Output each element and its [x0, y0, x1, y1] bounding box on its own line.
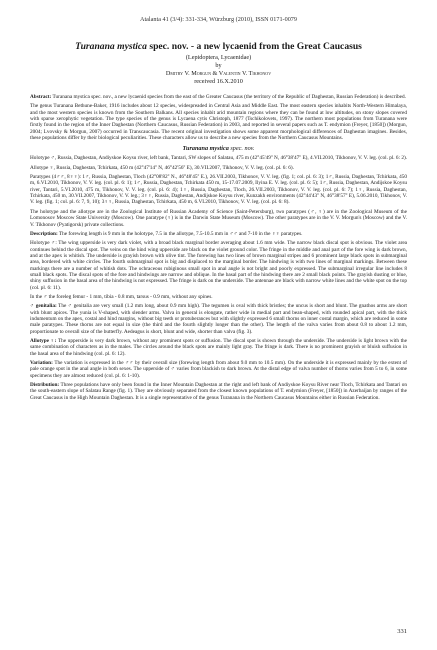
title-tail: spec. nov. - a new lycaenid from the Great Caucasus	[146, 41, 362, 52]
allotype-paragraph: Allotype ♀, Russia, Daghestan, Tchirkata, 450 m (42°47'14'' N, 46°42'56'' E), 30.VII.2007, Tikhonov, V. V. leg. (col. pl. 6: 6).	[30, 164, 294, 171]
allotype-lead: Allotype ♀:	[30, 338, 57, 344]
abstract-text: Turanana mystica spec. nov., a new lycaenid species from the east of the Greater Caucasus (the territory of the Republic of Daghestan, Russian Federation) is described.	[51, 94, 406, 100]
distribution-paragraph	[30, 382, 407, 401]
species-heading-suffix: spec. nov.	[228, 145, 255, 153]
distribution-lead: Distribution:	[30, 382, 60, 389]
species-heading-name: Turanana mystica	[182, 145, 229, 153]
page-number: 331	[397, 628, 407, 635]
description-paragraph	[30, 231, 407, 237]
description-text-1: The forewing length is 9 mm in the holotype, 7.5 in the allotype, 7.5-10.5 mm in ♂♂ and 7-10 in the ♀♀ paratypes.	[57, 230, 303, 237]
taxon-line: (Lepidoptera, Lycaenidae)	[185, 54, 252, 61]
variation-lead: Variation:	[30, 360, 53, 367]
authors: Dmitry V. Morgun & Valentin V. Tikhonov	[165, 70, 272, 77]
holotype-paragraph: Holotype ♂, Russia, Daghestan, Andiyskoe Koysu river, left bank, Tantari, SW slopes of Salatau, 475 m (42°45'49'' N, 46°38'47'' E), 4.VII.2010, Tikhonov, V. V. leg. (col. pl. 6: 2).	[30, 155, 408, 162]
title-species: Turanana mystica	[75, 41, 147, 52]
received-date: received 16.X.2010	[194, 78, 243, 85]
variation-paragraph	[30, 360, 407, 379]
holotype-description: Holotype ♂: The wing upperside is very dark violet, with a broad black marginal border averaging about 1.6 mm wide. The narrow black discal spot is obvious. The violet area continues behind the discal spot. The veins on the hind wing upperside are black on the violet ground color. The fringe in the middle and anal part of the fore wing is dark brown, and at the apex is whitish. The underside is grayish brown with olive tint. The forewing has two lines of brown marginal stripes and 6 prominent large black spots in submarginal area, bordered with white circles. The fourth submarginal spot is big and displaced to the marginal border. The hindwing is with two lines of marginal markings. Between these markings there are a number of whitish dots. The ochraceous rubiginous small spot in anal angle is not bright and poorly expressed. The submarginal irregular line includes 8 small black spots. The discal spots of the fore and hindwings are narrow and oblique. In the basal part of the hindwing there are 2 small black points. The grayish dusting or blue, shiny suffusion in the basal area of the hindwing is not expressed. The fringe is dark on the underside. The antennae are black with narrow white lines and the white spot on the top (col. pl. 6: 11).	[30, 240, 407, 291]
abstract-lead: Abstract:	[30, 94, 52, 100]
species-heading	[30, 145, 407, 152]
article-title	[30, 41, 407, 52]
deposit-paragraph: The holotype and the allotype are in the Zoological Institute of Russian Academy of Science (Saint-Petersburg), two paratypes (♂, ♀) are in the Zoological Museum of the Lomonosov Moscow State University (Moscow). One paratype (♀) is in the Darwin State Museum (Moscow). The other paratypes are in the V. V. Morgun's (Moscow) and the V. V. Tikhonov (Pyatigorsk) private collections.	[30, 208, 407, 228]
genitalia-paragraph	[30, 303, 407, 335]
paratypes-paragraph: Paratypes (4♂♂, 8♀♀): 1♂, Russia, Daghestan, Tloch (42°08'82'' N., 46°48'45'' E.), 26.VII.2003, Tikhonov, V. V. leg. (fig. 1; col. pl. 6: 3); 1♂, Russia, Daghestan, Tchirkata, 450 m, 6.VI.2010, Tikhonov, V. V. leg. (col. pl. 6: 1); 1♂, Russia, Daghestan, Tchirkata 450 m, 15-17.07.2009, Ilyina E. V. leg. (col. pl. 6: 5); 1♂, Russia, Daghestan, Andijskoe Koysu river, Tantari, 5.VI.2010, 475 m, Tikhonov, V. V. leg. (col. pl. 6: 4); 1♀, Russia, Daghestan, Tloch, 26.VII.2003, Tikhonov, V. V. leg. (col. pl. 6: 7); 1♀, Russia, Daghestan, Tchirkata, 450 m, 30.VII.2007, Tikhonov, V. V. leg.; 3♀♀, Russia, Daghestan, Andijskoe Koysu river, Kunzakh environments (42°44'43'' N, 46°38'57'' E), 5.06.2010, Tikhonov, V. V. leg. (fig. 1; col. pl. 6: 7, 9, 10); 3♀♀, Russia, Daghestan, Tchirkata, 450 m, 6.VI.2010, Tikhonov, V. V. leg. (col. pl. 6: 8).	[30, 174, 407, 206]
genitalia-text: The ♂ genitalia are very small (1.2 mm long, about 0.9 mm high). The tegumen is oval with thick bristles; the uncus is short and blunt. The gnathos arms are short with blunt apices. The yunia is V-shaped, with slender arms. Valva in general is elongate, rather wide in medial part and bean-shaped, with rounded apical part, with the thick indumentum on the apex, costal and hind margins, without big teeth or protuberances but with slightly expressed 6 small thorns on inner costal margin, which are reduced in some male paratypes. These thorns are not equal in size (the third and the fourth slightly longer than the other). The length of the valva varies from about 0.8 to about 1.2 mm, proportionate to overall size of the butterfly. Aedeagus is short, blunt and wide, shorter than valva (fig. 3).	[30, 303, 407, 335]
genitalia-lead: ♂ genitalia:	[30, 303, 57, 310]
distribution-text: Three populations have only been found in the Inner Mountain Daghestan at the right and left bank of Andiyskoe Koysu River near Tloch, Tchirkata and Tantari on the south-eastern slope of Salatau Range (fig. 1). They are obviously separated from the closest known populations of T. endymion (Freyer, [1850]) in Azerbaijan by ranges of the Great Caucasus in the High Mountain Daghestan. It is a single representative of the genus Turanana in the Northern Caucasus Mountains either in Russian Federation.	[30, 382, 407, 401]
foreleg-description: In the ♂ the foreleg femur - 1 mm, tibia - 0.8 mm, tarsus - 0.9 mm, without any spines.	[30, 293, 213, 300]
running-head: Atalanta 41 (3/4): 331-334, Würzburg (2010), ISSN 0171-0079	[139, 16, 297, 23]
allotype-description	[30, 338, 407, 357]
by-line: by	[215, 62, 222, 69]
variation-text: The variation is expressed in the ♂♂ by their overall size (forewing length from about 9.0 mm to 10.5 mm). On the underside it is expressed mainly by the extent of pale orange spot in the anal angle in both sexes. The upperside of ♂ varies from blackish to dark brown. At the distal edge of valva number of thorns varies from 5 to 6, in some specimens they are almost reduced (col. pl. 6: 1-10).	[30, 360, 407, 379]
description-lead: Description:	[30, 230, 58, 237]
intro-paragraph: The genus Turanana Bethune-Baker, 1916 includes about 12 species, widespreaded in Central Asia and Middle East. The most eastern species inhabits North-Western Himalaya, and the most western species is known from the Southern Balkans. All species inhabit arid mountain regions where they can be found at low altitudes, on stony slopes covered with sparse xerophytic vegetation. The type species of the genus is Lycaena cytis Christoph, 1877 (Tschikolovets, 1997). The northern most populations from Turanana were firstly found in the region of the Inner Daghestan (Northern Caucasus, Russian Federation) in 2003, and reported in several papers such as T. endymion (Freyer, [1850]) (Morgun, 2004; Lvovsky & Morgun, 2007) occurred in Transcaucasia. The recent original investigation shows some apparent morphological differences of Daghestan imagines. Besides, these populations differ by their biological peculiarities. These characters allow us to describe a new species from the Northern Caucasus Mountains.	[30, 103, 407, 142]
allotype-text: The upperside is very dark brown, without any prominent spots or suffusion. The discal spot is shown through the underside. The underside is light brown with the same combination of characters as in the males. The circles around the black spots are mainly light gray. The fringe is dark. There is no prominent grayish or bluish suffusion in the basal area of the hindwing (col. pl. 6: 12).	[30, 338, 407, 357]
abstract	[30, 94, 407, 100]
